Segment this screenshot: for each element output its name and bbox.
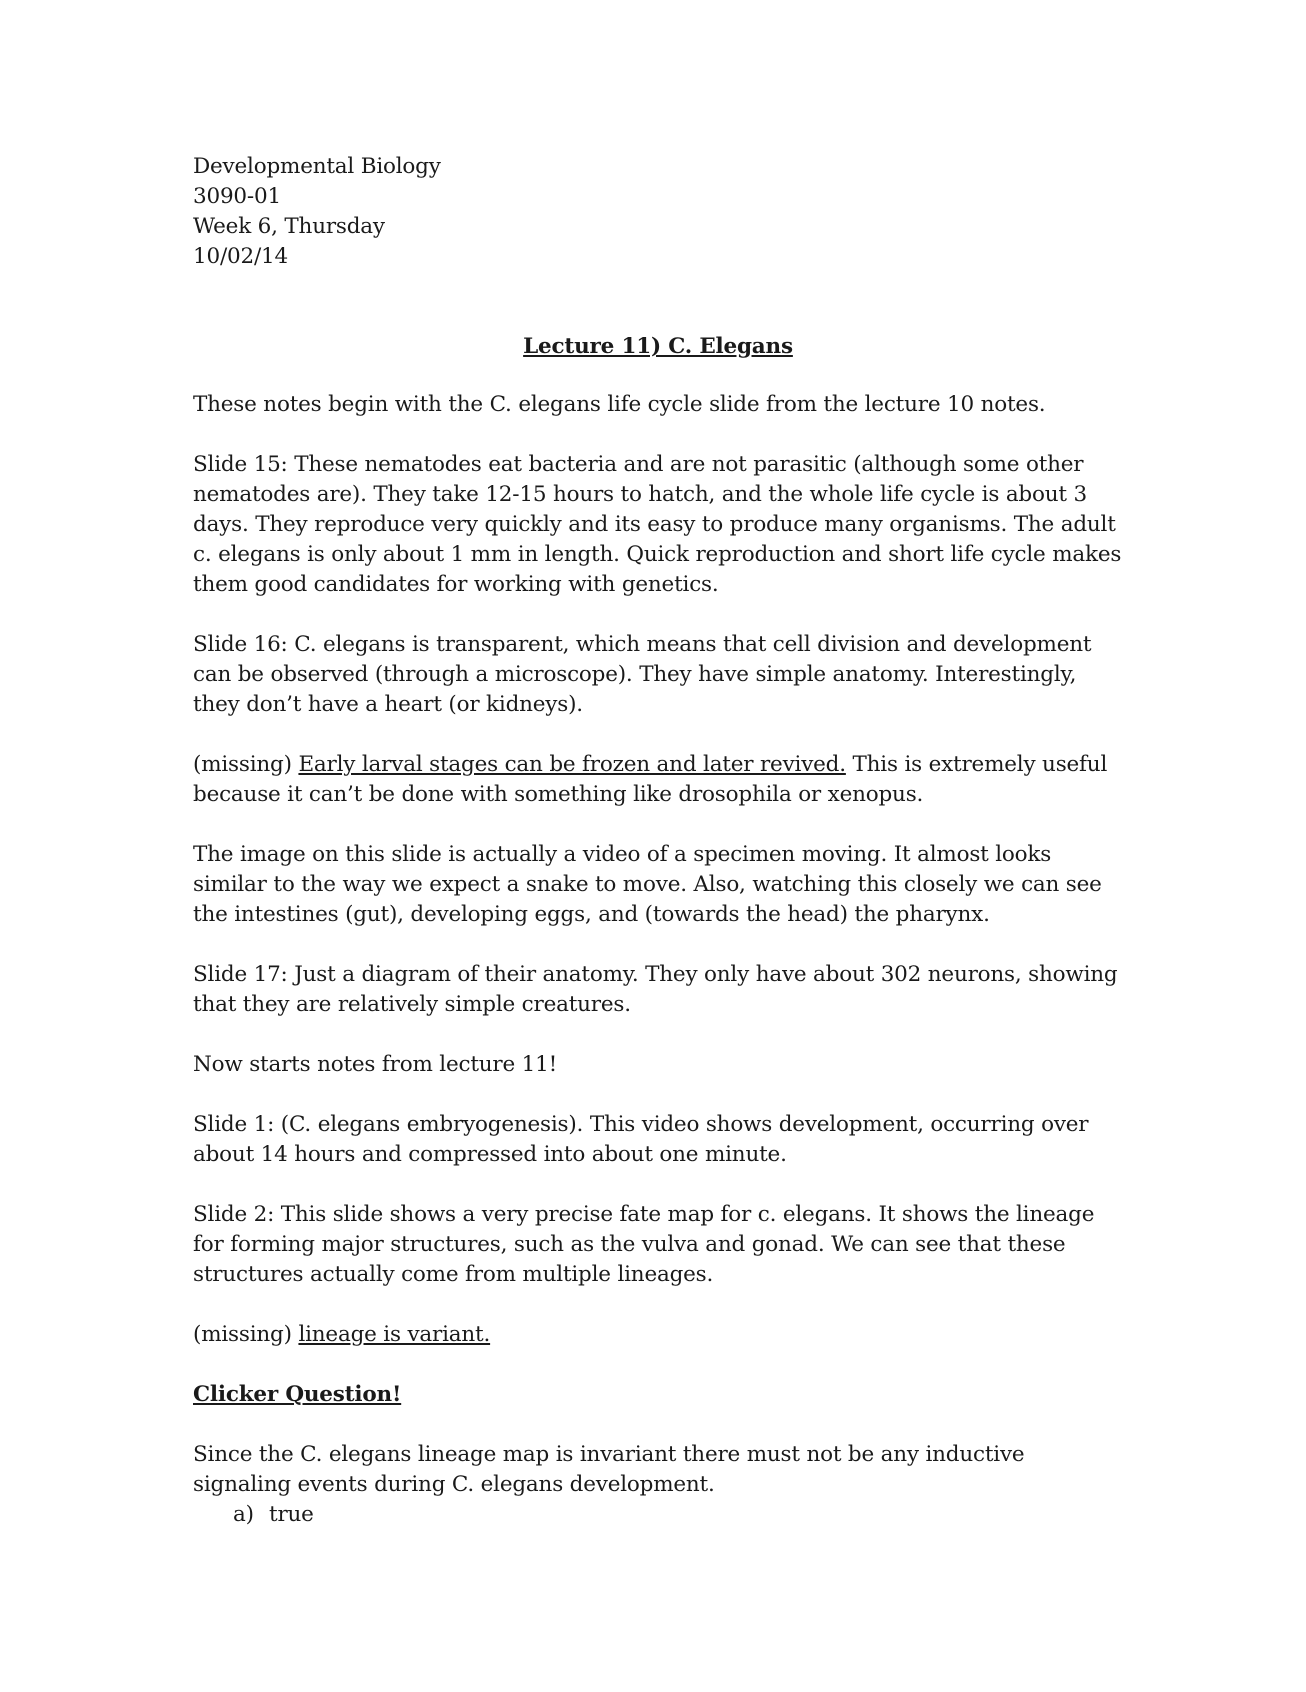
intro-paragraph: These notes begin with the C. elegans life cycle slide from the lecture 10 notes.: [193, 392, 1046, 417]
slide-16-paragraph: Slide 16: C. elegans is transparent, which means that cell division and development can be observed (through a microscope). They have simple anatomy. Interestingly, they don’t have a heart (or kidneys).: [193, 632, 1092, 717]
lecture-title: Lecture 11) C. Elegans: [523, 334, 793, 359]
underlined-missing-text: lineage is variant.: [298, 1322, 491, 1347]
lecture-11-start-paragraph: Now starts notes from lecture 11!: [193, 1052, 558, 1077]
missing-prefix: (missing): [193, 752, 299, 777]
missing-suffix: This is extremely useful because it can’t be done with something like drosophila or xenopus.: [193, 752, 1108, 807]
slide-1-paragraph: Slide 1: (C. elegans embryogenesis). This video shows development, occurring over about 14 hours and compressed into about one minute.: [193, 1112, 1089, 1167]
option-text: true: [269, 1502, 314, 1527]
slide-2-paragraph: Slide 2: This slide shows a very precise fate map for c. elegans. It shows the lineage for forming major structures, such as the vulva and gonad. We can see that these structures actually come from multiple lineages.: [193, 1202, 1095, 1287]
document-page: [193, 152, 1123, 1530]
video-paragraph: The image on this slide is actually a video of a specimen moving. It almost looks similar to the way we expect a snake to move. Also, watching this closely we can see the intestines (gut), developing eggs, and (towards the head) the pharynx.: [193, 842, 1102, 927]
slide-15-paragraph: Slide 15: These nematodes eat bacteria and are not parasitic (although some other nematodes are). They take 12-15 hours to hatch, and the whole life cycle is about 3 days. They reproduce very quickly and its easy to produce many organisms. The adult c. elegans is only about 1 mm in length. Quick reproduction and short life cycle makes them good candidates for working with genetics.: [193, 452, 1122, 597]
missing-lineage-paragraph: [193, 1320, 1123, 1350]
slide-17-paragraph: Slide 17: Just a diagram of their anatomy. They only have about 302 neurons, showing that they are relatively simple creatures.: [193, 962, 1118, 1017]
lecture-date: 10/02/14: [193, 244, 288, 269]
clicker-question-heading: Clicker Question!: [193, 1382, 402, 1407]
document-header: [193, 152, 1123, 272]
course-name: Developmental Biology: [193, 154, 441, 179]
missing-note-paragraph: [193, 750, 1123, 810]
week-label: Week 6, Thursday: [193, 214, 385, 239]
underlined-missing-text: Early larval stages can be frozen and later revived.: [298, 752, 846, 777]
answer-option-a: [233, 1500, 1123, 1530]
option-marker: a): [233, 1502, 254, 1527]
course-section: 3090-01: [193, 184, 281, 209]
clicker-question-text: Since the C. elegans lineage map is invariant there must not be any inductive signaling events during C. elegans development.: [193, 1442, 1025, 1497]
missing-prefix: (missing): [193, 1322, 299, 1347]
